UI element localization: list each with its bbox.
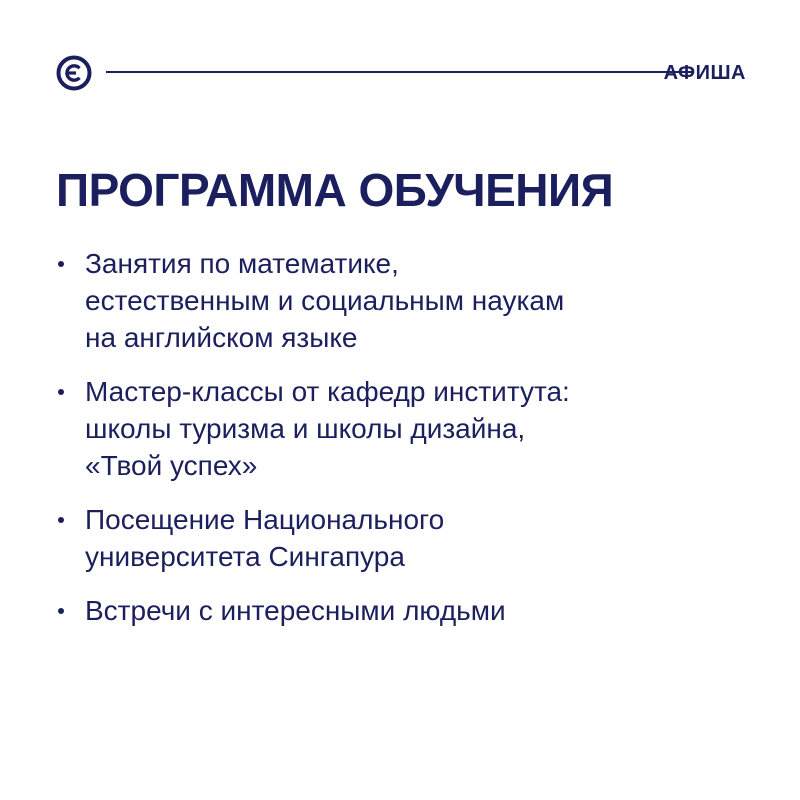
list-item-line: Занятия по математике, <box>85 248 399 279</box>
list-item-line: «Твой успех» <box>85 450 258 481</box>
page-title: ПРОГРАММА ОБУЧЕНИЯ <box>56 164 614 216</box>
section-label: АФИША <box>663 62 746 84</box>
bullet-icon <box>58 608 64 614</box>
list-item-line: Мастер-классы от кафедр института: <box>85 376 570 407</box>
bullet-icon <box>58 517 64 523</box>
bullet-icon <box>58 389 64 395</box>
list-item-line: Посещение Национального <box>85 504 445 535</box>
bullet-icon <box>58 261 64 267</box>
list-item-line: Встречи с интересными людьми <box>85 595 506 626</box>
list-item <box>56 373 746 484</box>
list-item <box>56 592 746 629</box>
circle-c-logo-icon <box>56 55 92 91</box>
list-item <box>56 501 746 575</box>
list-item-line: университета Сингапура <box>85 541 405 572</box>
list-item-line: естественным и социальным наукам <box>85 285 565 316</box>
list-item <box>56 245 746 356</box>
list-item-line: школы туризма и школы дизайна, <box>85 413 526 444</box>
list-item-line: на английском языке <box>85 322 358 353</box>
header-divider <box>106 71 692 73</box>
program-list <box>56 245 746 646</box>
header <box>56 55 746 91</box>
